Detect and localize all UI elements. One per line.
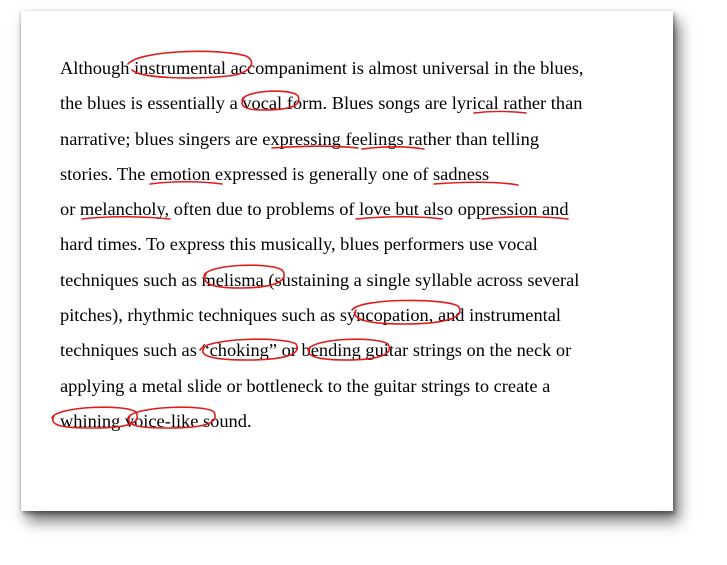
text-line: applying a metal slide or bottleneck to the guitar strings to create a <box>60 375 551 396</box>
document-text <box>60 51 660 439</box>
text-line: whining voice-like sound. <box>60 410 252 431</box>
text-line: stories. The emotion expressed is generally one of sadness <box>60 163 490 184</box>
text-line: Although instrumental accompaniment is almost universal in the blues, <box>60 58 584 78</box>
text-line: the blues is essentially a vocal form. Blues songs are lyrical rather than <box>60 93 583 114</box>
text-line: techniques such as melisma (sustaining a single syllable across several <box>60 269 580 290</box>
text-line: narrative; blues singers are expressing feelings rather than telling <box>60 128 540 149</box>
text-line: hard times. To express this musically, blues performers use vocal <box>60 234 538 255</box>
text-line: techniques such as “choking” or bending guitar strings on the neck or <box>60 340 572 361</box>
text-line: or melancholy, often due to problems of love but also oppression and <box>60 199 569 220</box>
document-page <box>21 11 673 511</box>
text-line: pitches), rhythmic techniques such as syncopation, and instrumental <box>60 305 562 326</box>
